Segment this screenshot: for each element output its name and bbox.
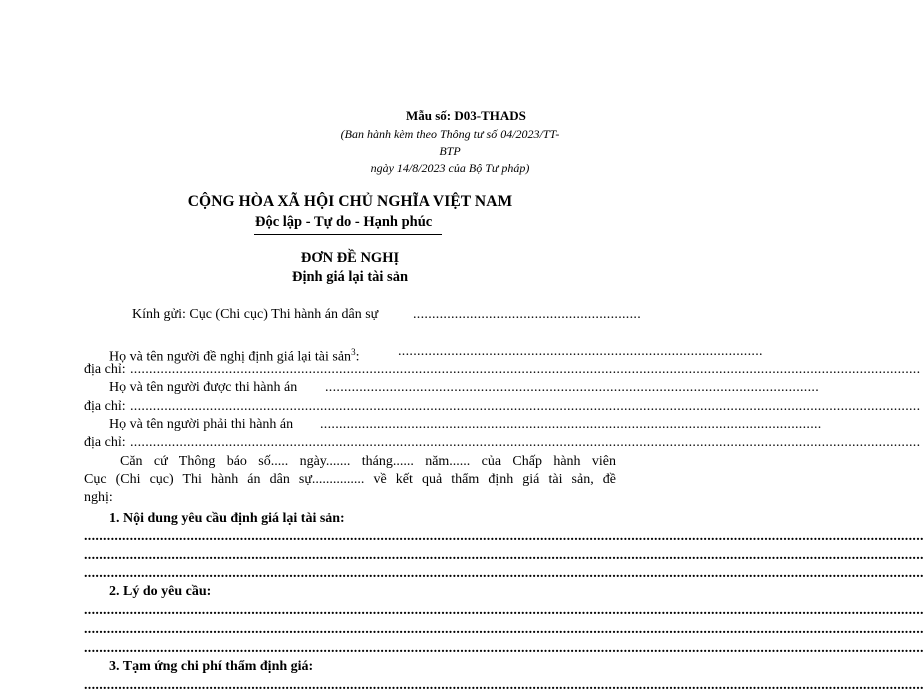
- motto-underline: [254, 234, 442, 235]
- requester-address-fill-line[interactable]: ................................................................................................................................................................................................................: [130, 362, 921, 377]
- obligor-address-label: địa chỉ:: [84, 435, 126, 450]
- obligor-address-fill-line[interactable]: ................................................................................................................................................................................................................: [130, 435, 921, 450]
- footnote-mark: 3: [351, 347, 356, 357]
- document-subtitle: Định giá lại tài sản: [291, 269, 409, 285]
- requester-label: Họ và tên người đề nghị định giá lại tài sản$^3$:: [109, 347, 360, 365]
- section-3-heading: 3. Tạm ứng chi phí thẩm định giá:: [109, 659, 314, 674]
- requester-address-label: địa chỉ:: [84, 362, 126, 377]
- section-3-fill-line-1[interactable]: .............................................................................................................................................................................................................................: [84, 678, 924, 693]
- section-2-fill-line-2[interactable]: .............................................................................................................................................................................................................................: [84, 622, 924, 637]
- requester-fill-line[interactable]: ................................................................................................: [398, 344, 763, 359]
- obligor-fill-line[interactable]: ....................................................................................................................................: [320, 417, 822, 432]
- basis-paragraph-line-1: Căn cứ Thông báo số..... ngày....... tháng...... năm...... của Chấp hành viên: [120, 454, 616, 469]
- basis-paragraph-line-2: Cục (Chi cục) Thi hành án dân sự............... về kết quả thẩm định giá tài sản, đề: [84, 472, 616, 487]
- national-motto: Độc lập - Tự do - Hạnh phúc: [255, 214, 433, 230]
- section-1-heading: 1. Nội dung yêu cầu định giá lại tài sản:: [109, 511, 345, 526]
- recipient-label: Kính gửi: Cục (Chi cục) Thi hành án dân sự: [132, 307, 379, 322]
- section-1-fill-line-2[interactable]: .............................................................................................................................................................................................................................: [84, 548, 924, 563]
- beneficiary-label: Họ và tên người được thi hành án: [109, 380, 298, 395]
- section-2-fill-line-3[interactable]: .............................................................................................................................................................................................................................: [84, 641, 924, 656]
- form-code: Mẫu số: D03-THADS: [406, 108, 526, 123]
- document-title: ĐƠN ĐỀ NGHỊ: [300, 250, 400, 266]
- issued-note-line-1: (Ban hành kèm theo Thông tư số 04/2023/TT-: [340, 127, 560, 141]
- recipient-fill-line[interactable]: ............................................................: [413, 307, 641, 322]
- issued-note-line-3: ngày 14/8/2023 của Bộ Tư pháp): [370, 161, 530, 175]
- section-1-fill-line-3[interactable]: .............................................................................................................................................................................................................................: [84, 566, 924, 581]
- section-2-heading: 2. Lý do yêu cầu:: [109, 584, 212, 599]
- beneficiary-fill-line[interactable]: ..................................................................................................................................: [325, 380, 819, 395]
- issued-note-line-2: BTP: [439, 144, 461, 158]
- nation-name: CỘNG HÒA XÃ HỘI CHỦ NGHĨA VIỆT NAM: [187, 193, 513, 210]
- section-2-fill-line-1[interactable]: .............................................................................................................................................................................................................................: [84, 603, 924, 618]
- requester-label-text: Họ và tên người đề nghị định giá lại tài sản: [109, 349, 352, 365]
- beneficiary-address-fill-line[interactable]: ................................................................................................................................................................................................................: [130, 399, 921, 414]
- obligor-label: Họ và tên người phải thi hành án: [109, 417, 294, 432]
- beneficiary-address-label: địa chỉ:: [84, 399, 126, 414]
- section-1-fill-line-1[interactable]: .............................................................................................................................................................................................................................: [84, 529, 924, 544]
- basis-paragraph-line-3: nghị:: [84, 490, 113, 505]
